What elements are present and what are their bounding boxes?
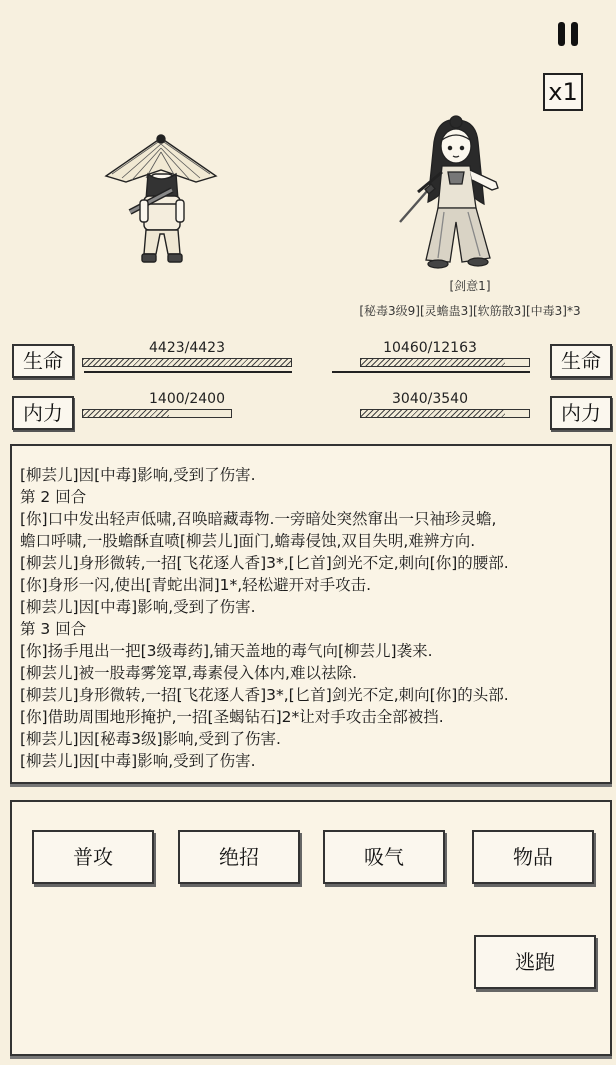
player-hp-bar bbox=[82, 358, 292, 367]
breathe-button[interactable]: 吸气 bbox=[323, 830, 445, 884]
enemy-status-effects: [秘毒3级9][灵蟾蛊3][软筋散3][中毒3]*3 bbox=[359, 304, 581, 318]
battle-log-line: [你]口中发出轻声低啸,召唤暗藏毒物.一旁暗处突然窜出一只袖珍灵蟾, bbox=[20, 510, 497, 528]
enemy-mp-label: 内力 bbox=[550, 396, 612, 430]
battle-log-line: 第 3 回合 bbox=[20, 620, 87, 638]
battle-log-line: [柳芸儿]因[中毒]影响,受到了伤害. bbox=[20, 598, 256, 616]
battle-log-line: [柳芸儿]因[中毒]影响,受到了伤害. bbox=[20, 752, 256, 770]
enemy-hp-bar bbox=[360, 358, 530, 367]
items-button[interactable]: 物品 bbox=[472, 830, 594, 884]
enemy-hp-value: 10460/12163 bbox=[383, 340, 477, 356]
player-character bbox=[100, 130, 222, 270]
battle-log-line: [柳芸儿]因[秘毒3级]影响,受到了伤害. bbox=[20, 730, 281, 748]
enemy-hp-bar-fill bbox=[361, 359, 505, 366]
battle-log bbox=[20, 464, 606, 772]
player-mp-label: 内力 bbox=[12, 396, 74, 430]
player-mp-value: 1400/2400 bbox=[149, 391, 225, 407]
battle-log-line: 第 2 回合 bbox=[20, 488, 87, 506]
player-hp-bar-fill bbox=[83, 359, 291, 366]
battle-log-line: 蟾口呼啸,一股蟾酥直喷[柳芸儿]面门,蟾毒侵蚀,双目失明,难辨方向. bbox=[20, 532, 476, 550]
ultimate-skill-button[interactable]: 绝招 bbox=[178, 830, 300, 884]
player-hp-value: 4423/4423 bbox=[149, 340, 225, 356]
battle-log-line: [柳芸儿]被一股毒雾笼罩,毒素侵入体内,难以祛除. bbox=[20, 664, 357, 682]
player-hp-label: 生命 bbox=[12, 344, 74, 378]
flee-button[interactable]: 逃跑 bbox=[474, 935, 596, 989]
pause-button[interactable] bbox=[556, 22, 582, 46]
enemy-name-tag: [剑意1] bbox=[449, 279, 491, 293]
speed-toggle-button[interactable]: x1 bbox=[543, 73, 583, 111]
enemy-character bbox=[398, 112, 510, 272]
battle-log-line: [柳芸儿]因[中毒]影响,受到了伤害. bbox=[20, 466, 256, 484]
pause-icon bbox=[558, 22, 565, 46]
battle-log-line: [你]身形一闪,使出[青蛇出洞]1*,轻松避开对手攻击. bbox=[20, 576, 372, 594]
action-panel bbox=[10, 800, 612, 1056]
enemy-mp-value: 3040/3540 bbox=[392, 391, 468, 407]
enemy-mp-bar bbox=[360, 409, 530, 418]
attack-button[interactable]: 普攻 bbox=[32, 830, 154, 884]
battle-log-line: [你]借助周围地形掩护,一招[圣蝎钻石]2*让对手攻击全部被挡. bbox=[20, 708, 444, 726]
enemy-hp-label: 生命 bbox=[550, 344, 612, 378]
battle-log-line: [柳芸儿]身形微转,一招[飞花逐人香]3*,[匕首]剑光不定,刺向[你]的腰部. bbox=[20, 554, 509, 572]
battle-log-line: [柳芸儿]身形微转,一招[飞花逐人香]3*,[匕首]剑光不定,刺向[你]的头部. bbox=[20, 686, 509, 704]
battle-log-line: [你]扬手甩出一把[3级毒药],铺天盖地的毒气向[柳芸儿]袭来. bbox=[20, 642, 433, 660]
player-mp-bar-fill bbox=[83, 410, 169, 417]
player-mp-bar bbox=[82, 409, 232, 418]
enemy-mp-bar-fill bbox=[361, 410, 505, 417]
battle-log-panel[interactable] bbox=[10, 444, 612, 784]
